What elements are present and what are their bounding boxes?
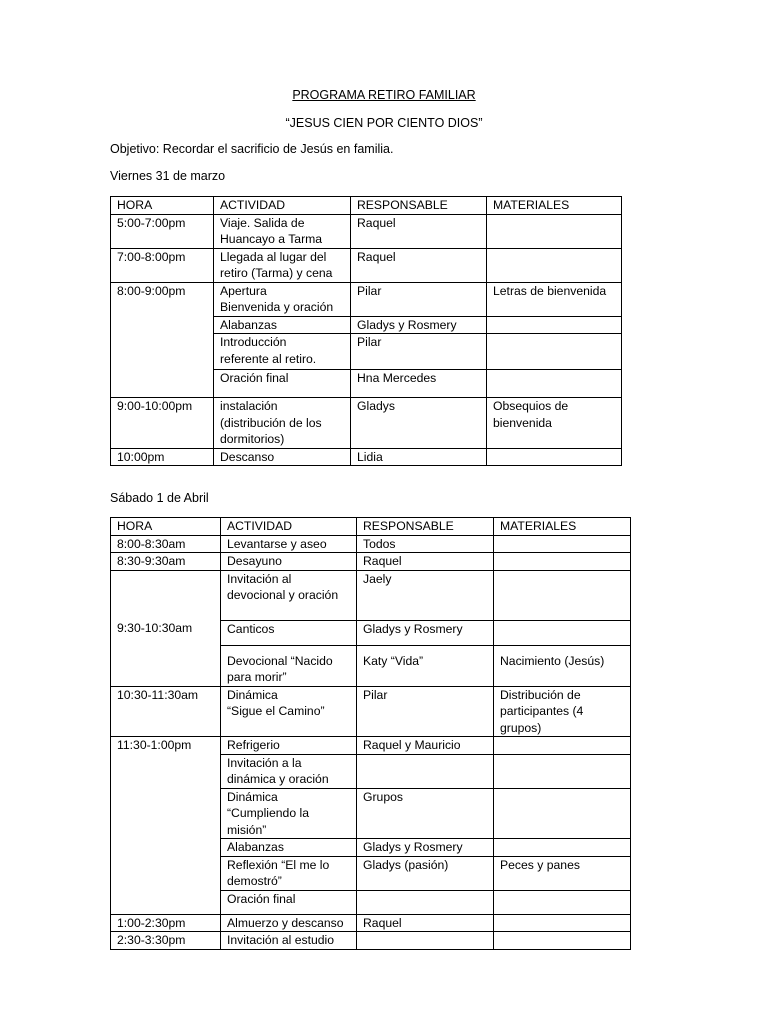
actividad-cell: Refrigerio bbox=[221, 737, 357, 755]
responsable-cell: Pilar bbox=[351, 334, 487, 370]
table-row bbox=[111, 398, 622, 449]
table-row bbox=[111, 248, 622, 282]
materiales-cell bbox=[494, 754, 631, 788]
day2-heading: Sábado 1 de Abril bbox=[110, 491, 209, 505]
responsable-cell: Grupos bbox=[357, 788, 494, 839]
materiales-cell bbox=[487, 214, 622, 248]
actividad-cell: Invitación al estudio bbox=[221, 932, 357, 950]
hora-cell: 5:00-7:00pm bbox=[111, 214, 214, 248]
responsable-cell: Gladys y Rosmery bbox=[357, 620, 494, 645]
responsable-cell: Pilar bbox=[351, 282, 487, 316]
actividad-cell: Dinámica “Sigue el Camino” bbox=[221, 686, 357, 737]
actividad-cell: Llegada al lugar del retiro (Tarma) y cena bbox=[214, 248, 351, 282]
table-row bbox=[111, 535, 631, 553]
responsable-cell: Gladys y Rosmery bbox=[357, 839, 494, 857]
hora-cell: 11:30-1:00pm bbox=[111, 737, 221, 915]
responsable-cell: Raquel bbox=[351, 214, 487, 248]
responsable-cell: Todos bbox=[357, 535, 494, 553]
hora-cell: 9:00-10:00pm bbox=[111, 398, 214, 449]
hora-cell: 7:00-8:00pm bbox=[111, 248, 214, 282]
responsable-cell: Raquel bbox=[351, 248, 487, 282]
table-row bbox=[111, 214, 622, 248]
actividad-cell: Devocional “Nacido para morir” bbox=[221, 645, 357, 686]
materiales-cell: Nacimiento (Jesús) bbox=[494, 645, 631, 686]
table-header-row bbox=[111, 518, 631, 536]
responsable-cell: Lidia bbox=[351, 448, 487, 466]
materiales-cell: Obsequios de bienvenida bbox=[487, 398, 622, 449]
materiales-cell bbox=[494, 737, 631, 755]
actividad-cell: Alabanzas bbox=[214, 316, 351, 334]
table-row bbox=[111, 282, 622, 316]
materiales-cell: Peces y panes bbox=[494, 856, 631, 890]
hora-cell: 8:00-8:30am bbox=[111, 535, 221, 553]
actividad-cell: instalación (distribución de los dormitorios) bbox=[214, 398, 351, 449]
actividad-cell: Reflexión “El me lo demostró” bbox=[221, 856, 357, 890]
materiales-cell bbox=[487, 370, 622, 398]
responsable-cell: Gladys (pasión) bbox=[357, 856, 494, 890]
responsable-cell: Raquel bbox=[357, 553, 494, 571]
table-row bbox=[111, 553, 631, 571]
materiales-cell: Distribución de participantes (4 grupos) bbox=[494, 686, 631, 737]
responsable-cell: Jaely bbox=[357, 570, 494, 620]
responsable-cell: Gladys bbox=[351, 398, 487, 449]
hora-cell: 9:30-10:30am bbox=[111, 570, 221, 686]
table-row bbox=[111, 914, 631, 932]
actividad-cell: Apertura Bienvenida y oración bbox=[214, 282, 351, 316]
responsable-cell bbox=[357, 754, 494, 788]
column-header: RESPONSABLE bbox=[357, 518, 494, 536]
schedule-table-day2 bbox=[110, 517, 631, 950]
actividad-cell: Oración final bbox=[214, 370, 351, 398]
materiales-cell bbox=[494, 535, 631, 553]
responsable-cell: Gladys y Rosmery bbox=[351, 316, 487, 334]
column-header: MATERIALES bbox=[487, 197, 622, 215]
actividad-cell: Alabanzas bbox=[221, 839, 357, 857]
materiales-cell bbox=[494, 570, 631, 620]
materiales-cell bbox=[487, 316, 622, 334]
actividad-cell: Viaje. Salida de Huancayo a Tarma bbox=[214, 214, 351, 248]
column-header: HORA bbox=[111, 518, 221, 536]
responsable-cell: Hna Mercedes bbox=[351, 370, 487, 398]
materiales-cell bbox=[494, 553, 631, 571]
materiales-cell bbox=[487, 334, 622, 370]
actividad-cell: Invitación a la dinámica y oración bbox=[221, 754, 357, 788]
materiales-cell bbox=[487, 448, 622, 466]
actividad-cell: Levantarse y aseo bbox=[221, 535, 357, 553]
table-row bbox=[111, 448, 622, 466]
column-header: ACTIVIDAD bbox=[214, 197, 351, 215]
actividad-cell: Descanso bbox=[214, 448, 351, 466]
materiales-cell bbox=[494, 620, 631, 645]
schedule-table-day1 bbox=[110, 196, 622, 466]
materiales-cell bbox=[494, 788, 631, 839]
materiales-cell bbox=[494, 932, 631, 950]
responsable-cell: Raquel bbox=[357, 914, 494, 932]
hora-cell: 1:00-2:30pm bbox=[111, 914, 221, 932]
table-row bbox=[111, 932, 631, 950]
materiales-cell bbox=[494, 839, 631, 857]
day1-heading: Viernes 31 de marzo bbox=[110, 169, 226, 183]
document-subtitle: “JESUS CIEN POR CIENTO DIOS” bbox=[285, 116, 483, 130]
materiales-cell bbox=[487, 248, 622, 282]
materiales-cell bbox=[494, 914, 631, 932]
table-row bbox=[111, 570, 631, 620]
actividad-cell: Canticos bbox=[221, 620, 357, 645]
column-header: MATERIALES bbox=[494, 518, 631, 536]
responsable-cell bbox=[357, 932, 494, 950]
hora-cell: 8:00-9:00pm bbox=[111, 282, 214, 398]
objective-text: Objetivo: Recordar el sacrificio de Jesús en familia. bbox=[110, 142, 394, 156]
responsable-cell: Pilar bbox=[357, 686, 494, 737]
column-header: HORA bbox=[111, 197, 214, 215]
actividad-cell: Oración final bbox=[221, 890, 357, 914]
column-header: RESPONSABLE bbox=[351, 197, 487, 215]
hora-cell: 10:00pm bbox=[111, 448, 214, 466]
table-row bbox=[111, 686, 631, 737]
materiales-cell: Letras de bienvenida bbox=[487, 282, 622, 316]
actividad-cell: Dinámica “Cumpliendo la misión” bbox=[221, 788, 357, 839]
responsable-cell: Raquel y Mauricio bbox=[357, 737, 494, 755]
document-title: PROGRAMA RETIRO FAMILIAR bbox=[292, 88, 476, 102]
actividad-cell: Introducción referente al retiro. bbox=[214, 334, 351, 370]
table-row bbox=[111, 737, 631, 755]
actividad-cell: Desayuno bbox=[221, 553, 357, 571]
table-header-row bbox=[111, 197, 622, 215]
hora-cell: 2:30-3:30pm bbox=[111, 932, 221, 950]
responsable-cell bbox=[357, 890, 494, 914]
responsable-cell: Katy “Vida” bbox=[357, 645, 494, 686]
column-header: ACTIVIDAD bbox=[221, 518, 357, 536]
materiales-cell bbox=[494, 890, 631, 914]
actividad-cell: Invitación al devocional y oración bbox=[221, 570, 357, 620]
hora-cell: 10:30-11:30am bbox=[111, 686, 221, 737]
actividad-cell: Almuerzo y descanso bbox=[221, 914, 357, 932]
hora-cell: 8:30-9:30am bbox=[111, 553, 221, 571]
